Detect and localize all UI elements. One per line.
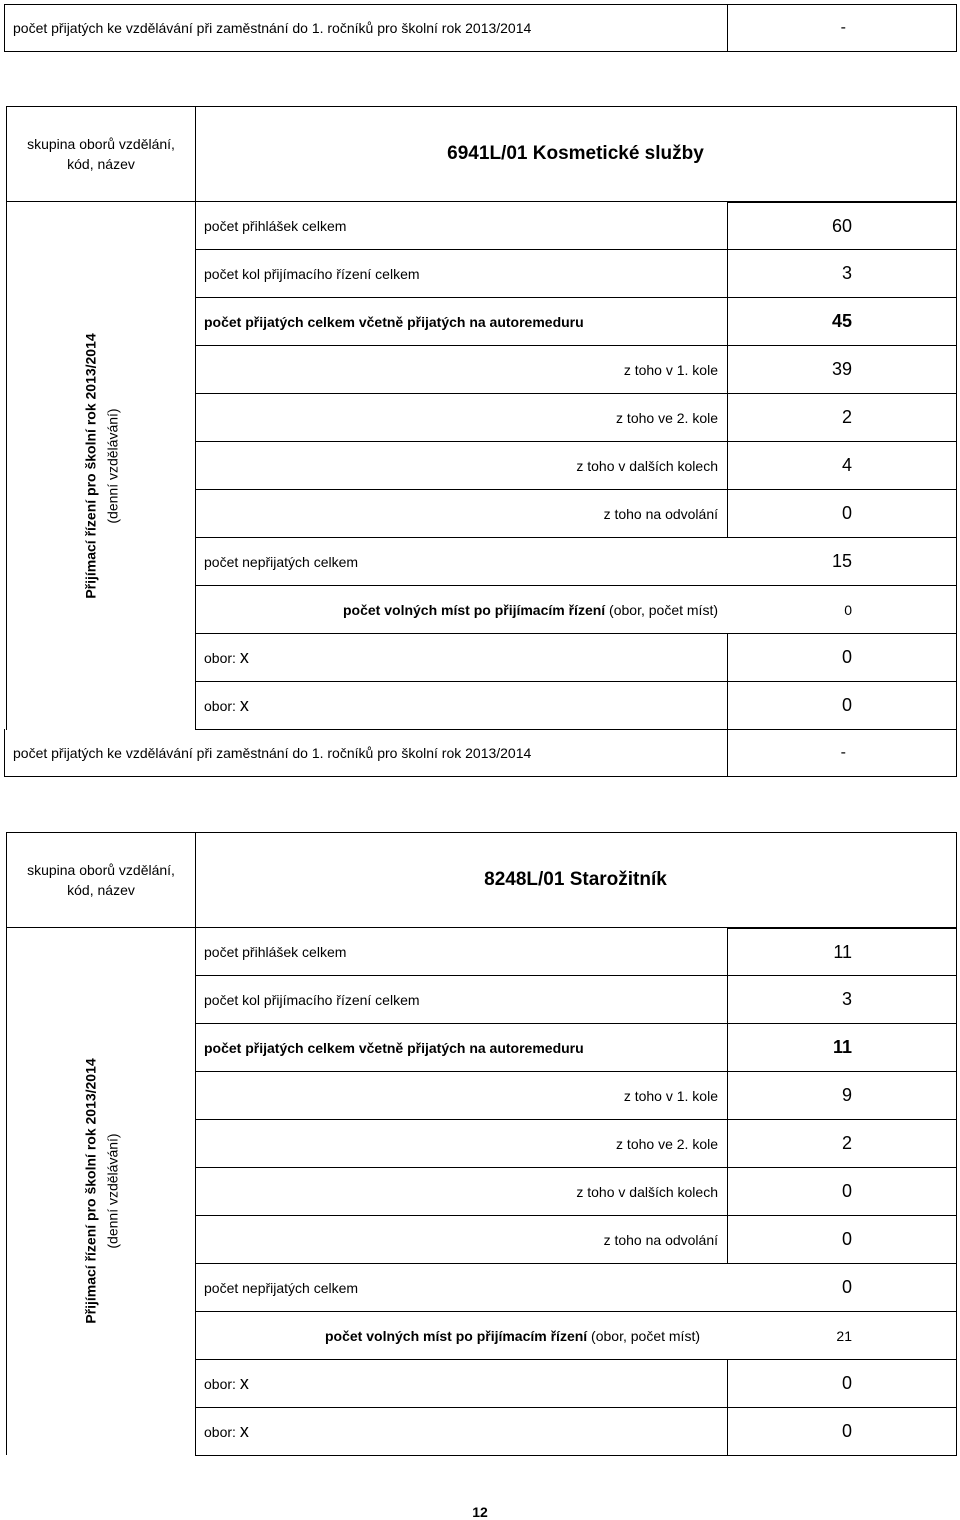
accepted-value: 45	[727, 298, 957, 346]
other-rounds-value: 4	[727, 442, 957, 490]
rejected-label: počet nepřijatých celkem	[195, 538, 728, 586]
applications-value: 60	[727, 202, 957, 250]
round1-label: z toho v 1. kole	[195, 346, 728, 394]
group-label-cell: skupina oborů vzdělání, kód, název	[6, 106, 196, 202]
free-places-value: 21	[727, 1312, 957, 1360]
vertical-section-label: Přijímací řízení pro školní rok 2013/2014 (denní vzdělávání)	[6, 927, 197, 1455]
rejected-label: počet nepřijatých celkem	[195, 1264, 728, 1312]
field-title: 8248L/01 Starožitník	[195, 832, 957, 928]
round2-label: z toho ve 2. kole	[195, 394, 728, 442]
round2-value: 2	[727, 1120, 957, 1168]
applications-label: počet přihlášek celkem	[195, 202, 728, 250]
top-row-label: počet přijatých ke vzdělávání při zaměstnání do 1. ročníků pro školní rok 2013/2014	[4, 4, 728, 52]
round1-value: 9	[727, 1072, 957, 1120]
vertical-section-label: Přijímací řízení pro školní rok 2013/2014 (denní vzdělávání)	[6, 201, 197, 730]
field1-label: obor: x	[195, 1360, 728, 1408]
field2-label: obor: x	[195, 682, 728, 730]
field2-label: obor: x	[195, 1408, 728, 1456]
field1-value: 0	[727, 1360, 957, 1408]
appeal-value: 0	[727, 490, 957, 538]
round1-value: 39	[727, 346, 957, 394]
appeal-label: z toho na odvolání	[195, 490, 728, 538]
block1-footer-value: -	[727, 729, 957, 777]
applications-label: počet přihlášek celkem	[195, 928, 728, 976]
rejected-value: 15	[727, 538, 957, 586]
free-places-value: 0	[727, 586, 957, 634]
appeal-value: 0	[727, 1216, 957, 1264]
group-label-cell: skupina oborů vzdělání, kód, název	[6, 832, 196, 928]
field1-label: obor: x	[195, 634, 728, 682]
appeal-label: z toho na odvolání	[195, 1216, 728, 1264]
free-places-label: počet volných míst po přijímacím řízení (obor, počet míst)	[195, 586, 728, 634]
block1-footer-label: počet přijatých ke vzdělávání při zaměstnání do 1. ročníků pro školní rok 2013/2014	[4, 729, 728, 777]
page-number: 12	[472, 1504, 488, 1520]
top-row-value: -	[727, 4, 957, 52]
round2-value: 2	[727, 394, 957, 442]
other-rounds-label: z toho v dalších kolech	[195, 1168, 728, 1216]
field1-value: 0	[727, 634, 957, 682]
accepted-value: 11	[727, 1024, 957, 1072]
rounds-label: počet kol přijímacího řízení celkem	[195, 976, 728, 1024]
free-places-label: počet volných míst po přijímacím řízení (obor, počet míst)	[195, 1312, 728, 1360]
rejected-value: 0	[727, 1264, 957, 1312]
other-rounds-label: z toho v dalších kolech	[195, 442, 728, 490]
field2-value: 0	[727, 1408, 957, 1456]
accepted-label: počet přijatých celkem včetně přijatých na autoremeduru	[195, 298, 728, 346]
round1-label: z toho v 1. kole	[195, 1072, 728, 1120]
field-title: 6941L/01 Kosmetické služby	[195, 106, 957, 202]
accepted-label: počet přijatých celkem včetně přijatých na autoremeduru	[195, 1024, 728, 1072]
rounds-label: počet kol přijímacího řízení celkem	[195, 250, 728, 298]
other-rounds-value: 0	[727, 1168, 957, 1216]
round2-label: z toho ve 2. kole	[195, 1120, 728, 1168]
applications-value: 11	[727, 928, 957, 976]
field2-value: 0	[727, 682, 957, 730]
rounds-value: 3	[727, 250, 957, 298]
rounds-value: 3	[727, 976, 957, 1024]
